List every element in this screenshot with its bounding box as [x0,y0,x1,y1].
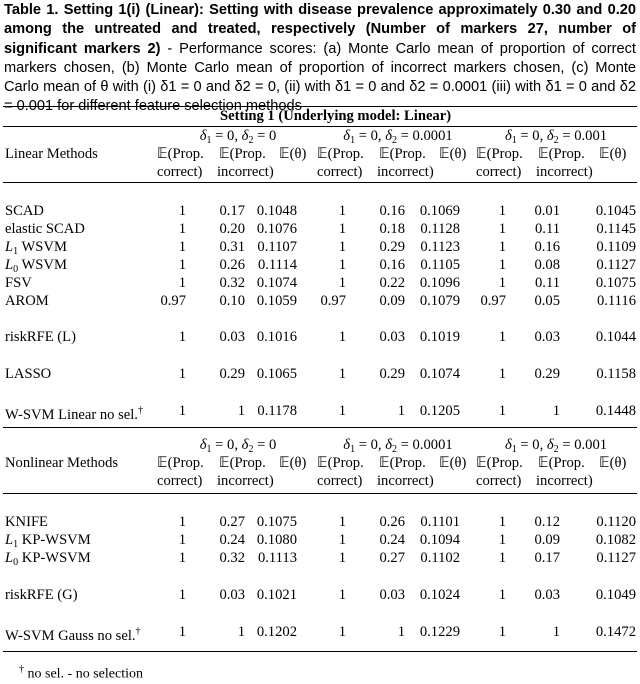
method-name: riskRFE (L) [5,329,76,345]
col-header: 𝔼(Prop. [476,455,523,471]
value-cell: 0.03 [379,587,405,603]
value-cell: 0.11 [535,221,560,237]
value-cell: 1 [338,239,346,255]
value-cell: 0.09 [379,293,405,309]
col-header: 𝔼(Prop. [219,146,266,162]
value-cell: 1 [338,275,346,291]
value-cell: 1 [338,403,346,419]
section-rule [3,427,637,428]
method-name: $L_0$ KP-WSVM [5,550,91,568]
value-cell: 0.1044 [595,329,636,345]
value-cell: 0.03 [219,329,245,345]
col-header: correct) [157,164,203,180]
value-cell: 0.03 [534,587,560,603]
value-cell: 0.1178 [257,403,297,419]
group-header: $\delta_1 = 0$, $\delta_2 = 0$ [199,437,277,455]
value-cell: 0.1065 [256,366,297,382]
value-cell: 0.1079 [419,293,460,309]
value-cell: 1 [178,257,186,273]
value-cell: 0.24 [379,532,405,548]
value-cell: 1 [498,329,506,345]
method-name: KNIFE [5,514,48,530]
value-cell: 0.05 [534,293,560,309]
col-header: incorrect) [377,164,434,180]
value-cell: 0.1016 [256,329,297,345]
col-header: 𝔼(Prop. [157,146,204,162]
value-cell: 0.1109 [596,239,636,255]
value-cell: 0.1045 [595,203,636,219]
section-label: Linear Methods [5,146,98,162]
value-cell: 0.17 [534,550,560,566]
value-cell: 1 [178,366,186,382]
value-cell: 1 [178,221,186,237]
col-header: incorrect) [536,473,593,489]
col-header: 𝔼(Prop. [538,146,585,162]
col-header: incorrect) [217,473,274,489]
value-cell: 0.1114 [257,257,297,273]
value-cell: 1 [498,403,506,419]
value-cell: 0.26 [219,257,245,273]
value-cell: 0.1024 [419,587,460,603]
value-cell: 0.16 [379,203,405,219]
value-cell: 0.1472 [595,624,636,640]
value-cell: 0.1107 [257,239,297,255]
value-cell: 1 [498,239,506,255]
value-cell: 1 [338,624,346,640]
value-cell: 0.10 [219,293,245,309]
value-cell: 0.08 [534,257,560,273]
value-cell: 0.1082 [595,532,636,548]
col-header: 𝔼(θ) [439,146,467,162]
setting-title: Setting 1 (Underlying model: Linear) [220,108,452,124]
value-cell: 1 [338,203,346,219]
value-cell: 1 [178,587,186,603]
col-header: 𝔼(Prop. [157,455,204,471]
value-cell: 0.27 [379,550,405,566]
value-cell: 0.1075 [256,514,297,530]
value-cell: 0.12 [534,514,560,530]
method-name: riskRFE (G) [5,587,78,603]
value-cell: 0.1048 [256,203,297,219]
col-header: correct) [157,473,203,489]
value-cell: 1 [338,587,346,603]
value-cell: 0.16 [379,257,405,273]
col-header: 𝔼(θ) [599,146,627,162]
value-cell: 1 [178,403,186,419]
col-header: 𝔼(Prop. [538,455,585,471]
col-header: incorrect) [377,473,434,489]
value-cell: 1 [498,532,506,548]
value-cell: 1 [338,366,346,382]
col-header: 𝔼(Prop. [317,455,364,471]
col-header: incorrect) [217,164,274,180]
value-cell: 0.1059 [256,293,297,309]
col-header: 𝔼(θ) [279,146,307,162]
value-cell: 1 [338,221,346,237]
value-cell: 1 [397,403,405,419]
method-name: FSV [5,275,32,291]
value-cell: 1 [552,624,560,640]
value-cell: 1 [552,403,560,419]
value-cell: 0.03 [379,329,405,345]
value-cell: 0.1113 [257,550,297,566]
value-cell: 0.24 [219,532,245,548]
col-header: correct) [476,473,522,489]
method-name: W-SVM Linear no sel.† [5,405,143,423]
value-cell: 0.31 [219,239,245,255]
method-name: $L_1$ KP-WSVM [5,532,91,550]
value-cell: 0.1127 [596,550,636,566]
value-cell: 0.22 [379,275,405,291]
col-header: 𝔼(Prop. [476,146,523,162]
value-cell: 1 [338,329,346,345]
value-cell: 0.1096 [419,275,460,291]
value-cell: 0.27 [219,514,245,530]
value-cell: 1 [237,403,245,419]
value-cell: 0.1128 [420,221,460,237]
section-label: Nonlinear Methods [5,455,119,471]
value-cell: 0.29 [219,366,245,382]
col-header: correct) [317,164,363,180]
value-cell: 0.1021 [256,587,297,603]
method-name: AROM [5,293,49,309]
value-cell: 0.09 [534,532,560,548]
value-cell: 0.1205 [419,403,460,419]
value-cell: 1 [498,514,506,530]
method-name: W-SVM Gauss no sel.† [5,626,141,644]
value-cell: 1 [178,624,186,640]
method-name: $L_1$ WSVM [5,239,67,257]
value-cell: 0.1094 [419,532,460,548]
value-cell: 1 [338,257,346,273]
table-caption [4,1,636,117]
caption-bold-text: Setting 1(i) (Linear): Setting with disease prevalence approximately 0.30 and 0.20 among the untreated and treated, respectively (Number of markers 27, number of significant markers 2) [4,2,636,57]
value-cell: 1 [178,203,186,219]
value-cell: 0.97 [320,293,346,309]
col-header: 𝔼(Prop. [379,146,426,162]
value-cell: 0.1105 [420,257,460,273]
value-cell: 1 [237,624,245,640]
value-cell: 0.1019 [419,329,460,345]
value-cell: 0.16 [534,239,560,255]
value-cell: 1 [338,550,346,566]
value-cell: 0.20 [219,221,245,237]
value-cell: 1 [498,203,506,219]
value-cell: 0.1049 [595,587,636,603]
value-cell: 0.29 [379,239,405,255]
method-name: elastic SCAD [5,221,85,237]
value-cell: 0.97 [480,293,506,309]
value-cell: 0.1448 [595,403,636,419]
value-cell: 0.1074 [419,366,460,382]
value-cell: 0.1101 [420,514,460,530]
value-cell: 0.1229 [419,624,460,640]
header-rule-nonlinear [3,493,637,494]
value-cell: 0.17 [219,203,245,219]
value-cell: 1 [498,275,506,291]
col-header: 𝔼(θ) [279,455,307,471]
col-header: 𝔼(Prop. [379,455,426,471]
value-cell: 0.1076 [256,221,297,237]
value-cell: 1 [178,275,186,291]
value-cell: 0.1069 [419,203,460,219]
value-cell: 0.03 [534,329,560,345]
col-header: 𝔼(Prop. [219,455,266,471]
col-header: 𝔼(θ) [599,455,627,471]
value-cell: 0.01 [534,203,560,219]
value-cell: 0.18 [379,221,405,237]
value-cell: 0.29 [379,366,405,382]
caption-rest: - Performance scores: (a) Monte Carlo mean of proportion of correct markers chosen, (b) Monte Carlo mean of proportion of incorrect markers chosen, (c) Monte Carlo mean of θ with (i) δ1 = 0 and δ2 = 0, (ii) with δ1 = 0 and δ2 = 0.0001 (iii) with δ1 = 0 and δ2 = 0.001 for different feature selection methods . [4,40,636,115]
group-header: $\delta_1 = 0$, $\delta_2 = 0.0001$ [343,128,453,146]
col-header: correct) [317,473,363,489]
value-cell: 1 [498,366,506,382]
caption-label: Table 1. [4,2,59,18]
value-cell: 0.1116 [596,293,636,309]
bottom-rule [3,651,637,652]
col-header: 𝔼(Prop. [317,146,364,162]
value-cell: 1 [178,532,186,548]
value-cell: 0.1127 [596,257,636,273]
value-cell: 0.1074 [256,275,297,291]
value-cell: 0.1102 [420,550,460,566]
method-name: SCAD [5,203,44,219]
value-cell: 0.1080 [256,532,297,548]
value-cell: 1 [498,624,506,640]
value-cell: 0.1202 [256,624,297,640]
value-cell: 0.1145 [596,221,636,237]
value-cell: 1 [498,587,506,603]
value-cell: 0.1123 [420,239,460,255]
method-name: LASSO [5,366,52,382]
value-cell: 0.32 [219,275,245,291]
value-cell: 1 [498,257,506,273]
value-cell: 0.03 [219,587,245,603]
value-cell: 0.11 [535,275,560,291]
value-cell: 0.1075 [595,275,636,291]
header-rule-linear [3,182,637,183]
value-cell: 1 [498,550,506,566]
group-header: $\delta_1 = 0$, $\delta_2 = 0$ [199,128,277,146]
value-cell: 1 [178,550,186,566]
value-cell: 0.1120 [596,514,636,530]
group-header: $\delta_1 = 0$, $\delta_2 = 0.001$ [504,437,608,455]
method-name: $L_0$ WSVM [5,257,67,275]
group-header: $\delta_1 = 0$, $\delta_2 = 0.0001$ [343,437,453,455]
value-cell: 0.29 [534,366,560,382]
group-header: $\delta_1 = 0$, $\delta_2 = 0.001$ [504,128,608,146]
value-cell: 1 [338,514,346,530]
footnote: † no sel. - no selection [19,664,143,682]
value-cell: 1 [397,624,405,640]
value-cell: 0.1158 [596,366,636,382]
value-cell: 0.97 [160,293,186,309]
value-cell: 0.26 [379,514,405,530]
value-cell: 1 [178,514,186,530]
value-cell: 1 [178,239,186,255]
value-cell: 1 [498,221,506,237]
col-header: correct) [476,164,522,180]
col-header: 𝔼(θ) [439,455,467,471]
col-header: incorrect) [536,164,593,180]
value-cell: 1 [338,532,346,548]
value-cell: 1 [178,329,186,345]
value-cell: 0.32 [219,550,245,566]
